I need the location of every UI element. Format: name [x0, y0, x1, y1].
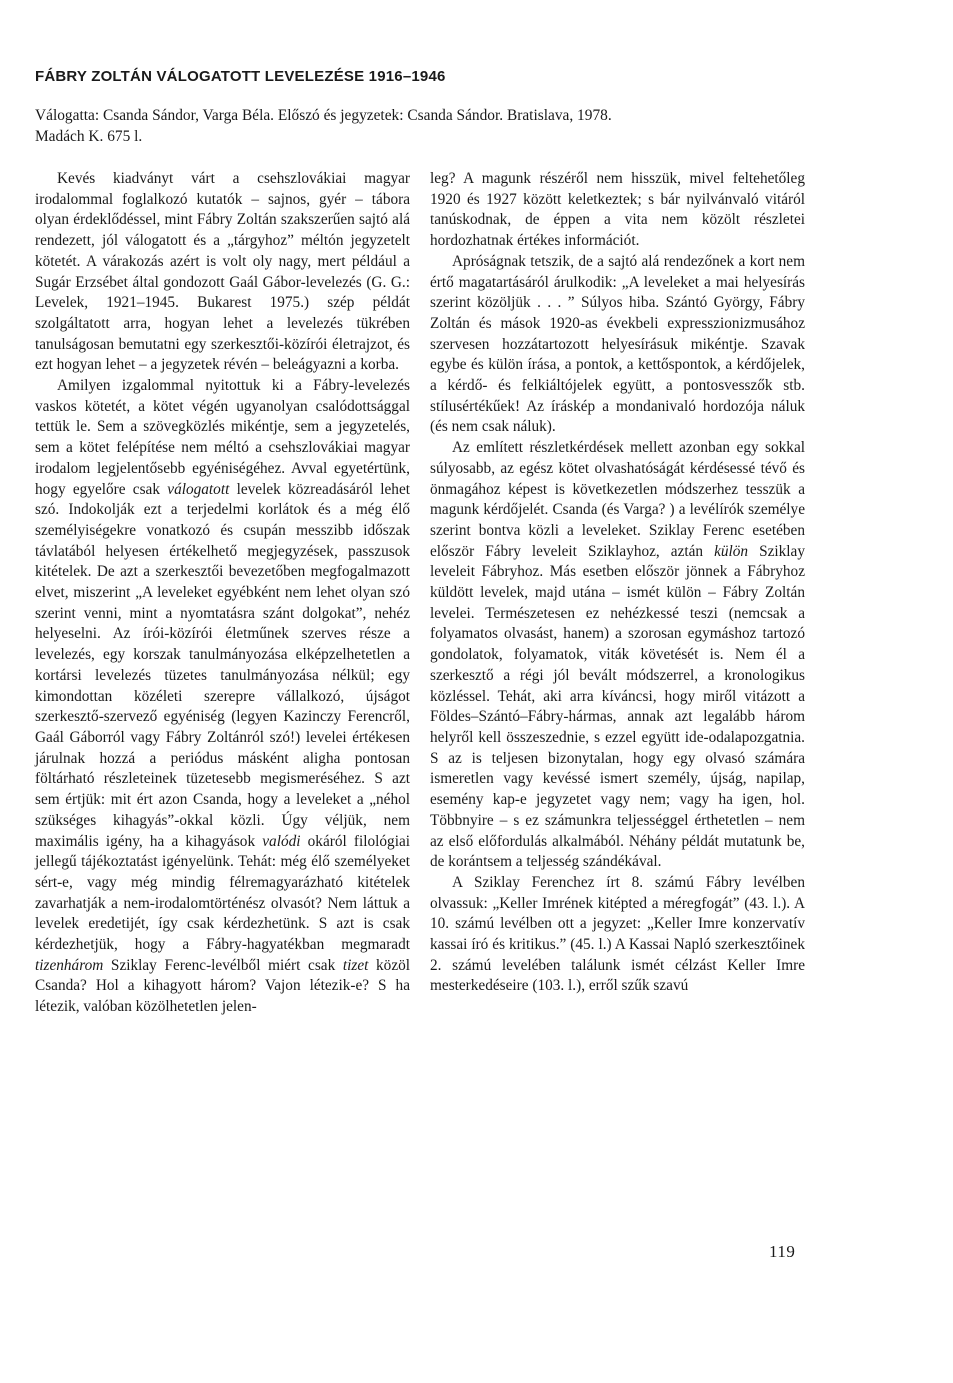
- right-paragraph-2: Apróságnak tetszik, de a sajtó alá rendezőnek a kort nem értő magatartásáról árulkodik: „A leveleket a mai helyesírás szerint közöljük . . . ” Súlyos hiba. Szántó György, Fábry Zoltán és mások 1920-as évekbeli expresszionizmusához szervesen hozzátartozott helyesírásuk mikéntje. Szavak egybe és külön írása, a pontok, a kettőspontok, a kérdőjelek, a kérdő- és felkiáltójelek együtt, a pontosvesszők stb. stílusértékűek! Az íráskép a mondanivaló hordozója náluk (és nem csak náluk).: [430, 252, 805, 436]
- right-paragraph-3-text-a: Az említett részletkérdések mellett azonban egy sokkal súlyosabb, az egész kötet olvashatóságát kérdésessé tévő és önmagához képest is következetlen módszerhez tesszük a magunk kérdőjelét. Csanda (és Varga? ) a levélírók személye szerint bontva közli a leveleket. Sziklay Ferenc esetében először Fábry leveleit Sziklayhoz, aztán: [430, 439, 805, 560]
- emphasis-tizenharom: tizenhárom: [35, 956, 104, 974]
- right-paragraph-3: [430, 438, 805, 873]
- page-number: 119: [769, 1242, 796, 1261]
- left-paragraph-2-text-a: Amilyen izgalommal nyitottuk ki a Fábry-levelezés vaskos kötetét, a kötet végén ugyanolyan csalódottsággal tettük le. Sem a szövegközlés mikéntje, sem a jegyzetelés, sem a kötet felépítése nem méltó a csehszlovákiai magyar irodalom legjelentősebb egyéniségéhez. Avval egyetértünk, hogy egyelőre csak: [35, 377, 410, 498]
- left-paragraph-2-text-e: közöl Csanda? Hol a kihagyott három? Vajon létezik-e? S ha létezik, valóban közölhetetlen jelen-: [35, 956, 411, 1016]
- left-paragraph-2-text-d: Sziklay Ferenc-levélből miért csak: [103, 956, 343, 974]
- emphasis-tizet: tizet: [342, 956, 369, 974]
- bibliographic-line-1: Válogatta: Csanda Sándor, Varga Béla. Előszó és jegyzetek: Csanda Sándor. Bratislava, 1978.: [35, 107, 612, 124]
- right-paragraph-4: A Sziklay Ferenchez írt 8. számú Fábry levélben olvassuk: „Keller Imrének kitépted a méregfogát” (43. l.). A 10. számú levélben ott a jegyzet: „Keller Imre konzervatív kassai író és kritikus.” (45. l.) A Kassai Napló szerkesztőinek 2. számú levelében találunk ismét célzást Keller Imre mesterkedéseire (103. l.), erről szűk szavú: [430, 873, 805, 995]
- document-heading: FÁBRY ZOLTÁN VÁLOGATOTT LEVELEZÉSE 1916–1946: [35, 68, 446, 85]
- left-column: [35, 169, 410, 1018]
- bibliographic-line-2: Madách K. 675 l.: [35, 128, 143, 145]
- right-paragraph-3-text-b: Sziklay leveleit Fábryhoz. Más esetben először jönnek a Fábryhoz küldött levelek, majd utána – ismét külön – Fábry Zoltán levelei. Természetesen ez nehézkessé teszi (nemcsak a folyamatos olvasást, hanem) a szorosan egymáshoz tartozó gondolatok, folyamatok, viták követését is. Nem él a szerkesztő a régi jól bevált módszerrel, a kronologikus közléssel. Tehát, aki arra kíváncsi, hogy miről vitázott a Földes–Szántó–Fábry-hármas, annak azt legalább három helyről kell összeszednie, s ezzel együtt ide-odalapozgatnia. S az is teljesen bizonytalan, hogy egy olvasó számára ismeretlen vagy kevéssé ismert személy, újság, napilap, esemény kap-e jegyzetet vagy nem; vagy ha igen, hol. Többnyire – s ez számunkra teljességgel érthetetlen – nem az első előfordulás alkalmából. Néhány példát mutatunk be, de korántsem a teljesség szándékával.: [430, 542, 805, 871]
- left-paragraph-2-text-c: okáról filológiai jellegű tájékoztatást igényelünk. Tehát: még élő személyeket sért-e, vagy még mindig félremagyarázható kitételek zavarhatják a nem-irodalomtörténész olvasót? Nem láttuk a levelek eredetijét, így csak kérdezhetünk. S azt is csak kérdezhetjük, hogy a Fábry-hagyatékban megmaradt: [35, 832, 410, 954]
- left-paragraph-2: [35, 376, 410, 1018]
- emphasis-valogatott: válogatott: [167, 480, 230, 498]
- bibliographic-details: [35, 105, 925, 147]
- emphasis-kulon: külön: [714, 542, 749, 560]
- left-paragraph-1: Kevés kiadványt várt a csehszlovákiai magyar irodalommal foglalkozó kutatók – sajnos, gyér – tábora olyan érdeklődéssel, mint Fábry Zoltán szakszerűen sajtó alá rendezett, jól válogatott és a „tárgyhoz” méltón jegyzetelt kötetét. A várakozás azért is volt oly nagy, mert például a Sugár Erzsébet által gondozott Gaál Gábor-levelezés (G. G.: Levelek, 1921–1945. Bukarest 1975.) szép példát szolgáltatott arra, hogyan lehet a levelezés tükrében tanulságosan bemutatni egy szerkesztői-közírói életrajzot, és ezt hogyan lehet – a jegyzetek révén – beleágyazni a korba.: [35, 170, 410, 374]
- right-column: [430, 169, 805, 997]
- right-paragraph-1: leg? A magunk részéről nem hisszük, mivel feltehetőleg 1920 és 1927 között keletkeztek; s bár nyilvánvaló vitáról tanúskodnak, de éppen a vita nem közölt részletei hordozhatnak értékes információt.: [430, 170, 805, 250]
- emphasis-valodi: valódi: [262, 832, 301, 850]
- left-paragraph-2-text-b: levelek közreadásáról lehet szó. Indokolják ezt a terjedelmi korlátok és a még élő személyiségekre vonatkozó és csupán messzibb időszak távlatából helyesen értékelhető megjegyzések, passzusok kitételek. De azt a szerkesztői bevezetőben megfogalmazott elvet, miszerint „A leveleket egyébként nem lehet olyan szó szerint venni, mint a nyomtatásra szánt dolgokat”, nehéz helyeselni. Az írói-közírói életműnek szerves része a levelezés, egy korszak tanulmányozása elképzelhetetlen a kortársi levelezés tüzetes tanulmányozása nélkül; egy kimondottan közéleti szerepre vállalkozó, újságot szerkesztő-szervező egyéniség (legyen Kazinczy Ferencről, Gaál Gáborról vagy Fábry Zoltánról szó!) levelei értékesen járulnak hozzá a periódus másként aligha pontosan föltárható részleteinek tüzetesebb megismeréséhez. S azt sem értjük: mit ért azon Csanda, hogy a leveleket a „néhol szükséges kihagyás”-okkal közli. Úgy véljük, nem maximális igény, ha a kihagyások: [35, 480, 410, 850]
